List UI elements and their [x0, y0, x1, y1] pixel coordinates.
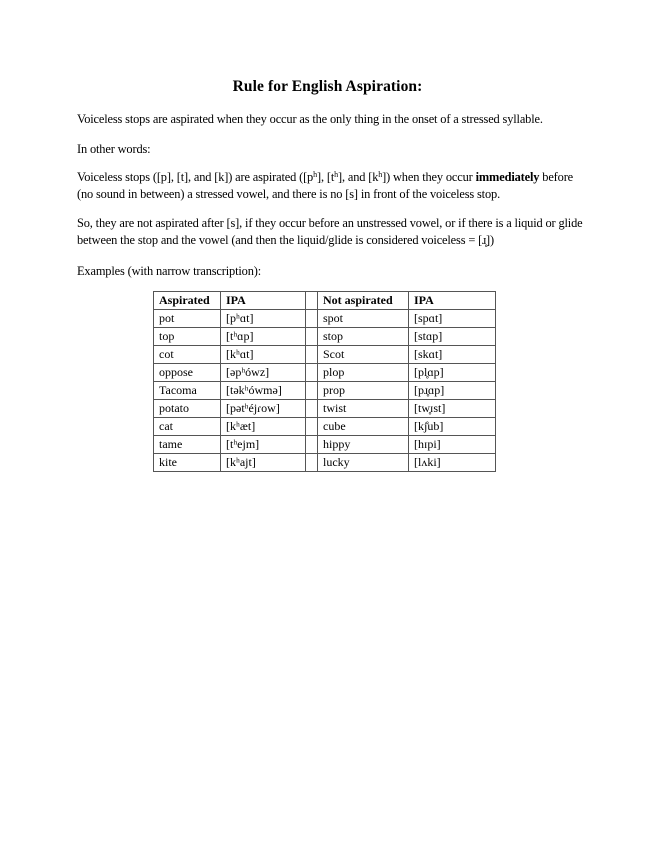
spacer-cell	[306, 382, 318, 400]
aspirated-ipa: [əpʰówz]	[221, 364, 306, 382]
aspirated-word: potato	[154, 400, 221, 418]
aspiration-explanation	[77, 169, 587, 203]
unaspirated-ipa: [pl̥ɑp]	[409, 364, 496, 382]
aspiration-superscript: h	[313, 170, 317, 179]
table-row	[154, 454, 496, 472]
spacer-cell	[306, 436, 318, 454]
table-row	[154, 400, 496, 418]
unaspirated-ipa: [pɹ̥ɑp]	[409, 382, 496, 400]
unaspirated-word: stop	[318, 328, 409, 346]
table-row	[154, 364, 496, 382]
aspiration-superscript: h	[378, 170, 383, 179]
table-row	[154, 382, 496, 400]
unaspirated-word: twist	[318, 400, 409, 418]
aspirated-word: pot	[154, 310, 221, 328]
aspirated-word: top	[154, 328, 221, 346]
aspirated-ipa: [tʰejm]	[221, 436, 306, 454]
in-other-words-text: In other words:	[77, 142, 151, 156]
unaspirated-ipa: [hɪpi]	[409, 436, 496, 454]
aspiration-superscript: h	[334, 170, 338, 179]
aspirated-word: cat	[154, 418, 221, 436]
table-row	[154, 346, 496, 364]
header-ipa-left: IPA	[221, 292, 306, 310]
explanation-text: ], and [k	[337, 170, 379, 184]
aspirated-word: kite	[154, 454, 221, 472]
unaspirated-word: cube	[318, 418, 409, 436]
spacer-cell	[306, 328, 318, 346]
unaspirated-word: plop	[318, 364, 409, 382]
unaspirated-ipa: [tw̥ɪst]	[409, 400, 496, 418]
explanation-text: before (no sound in between) a stressed vowel, and there is no [s] in front of the voiceless stop.	[77, 170, 574, 201]
table-header-row	[154, 292, 496, 310]
unaspirated-word: hippy	[318, 436, 409, 454]
explanation-text: ]) when they occur	[382, 170, 476, 184]
table-row	[154, 310, 496, 328]
spacer-cell	[306, 310, 318, 328]
aspirated-word: cot	[154, 346, 221, 364]
aspirated-word: Tacoma	[154, 382, 221, 400]
aspirated-ipa: [pətʰéjɾow]	[221, 400, 306, 418]
spacer-cell	[306, 400, 318, 418]
header-ipa-right: IPA	[409, 292, 496, 310]
spacer-cell	[306, 454, 318, 472]
document-title: Rule for English Aspiration:	[232, 78, 423, 95]
header-aspirated: Aspirated	[154, 292, 221, 310]
examples-intro: Examples (with narrow transcription):	[77, 264, 262, 278]
non-aspiration-explanation: So, they are not aspirated after [s], if they occur before an unstressed vowel, or if there is a liquid or glide between the stop and the vowel (and then the liquid/glide is considered voiceless = [ɹ̥])	[77, 216, 583, 247]
rule-statement: Voiceless stops are aspirated when they occur as the only thing in the onset of a stressed syllable.	[77, 112, 543, 126]
aspirated-ipa: [təkʰówmə]	[221, 382, 306, 400]
spacer-cell	[306, 346, 318, 364]
aspirated-ipa: [kʰɑt]	[221, 346, 306, 364]
table-row	[154, 436, 496, 454]
unaspirated-word: spot	[318, 310, 409, 328]
emphasis-immediately: immediately	[475, 170, 540, 184]
examples-table	[153, 291, 496, 472]
aspirated-word: tame	[154, 436, 221, 454]
unaspirated-ipa: [lʌki]	[409, 454, 496, 472]
aspirated-ipa: [kʰæt]	[221, 418, 306, 436]
aspirated-word: oppose	[154, 364, 221, 382]
unaspirated-word: lucky	[318, 454, 409, 472]
header-not-aspirated: Not aspirated	[318, 292, 409, 310]
aspirated-ipa: [kʰajt]	[221, 454, 306, 472]
unaspirated-ipa: [spɑt]	[409, 310, 496, 328]
explanation-text: Voiceless stops ([p], [t], and [k]) are aspirated ([p	[77, 170, 314, 184]
unaspirated-word: prop	[318, 382, 409, 400]
unaspirated-ipa: [skɑt]	[409, 346, 496, 364]
aspirated-ipa: [tʰɑp]	[221, 328, 306, 346]
spacer-cell	[306, 292, 318, 310]
unaspirated-word: Scot	[318, 346, 409, 364]
unaspirated-ipa: [kj̊ub]	[409, 418, 496, 436]
aspirated-ipa: [pʰɑt]	[221, 310, 306, 328]
spacer-cell	[306, 418, 318, 436]
spacer-cell	[306, 364, 318, 382]
explanation-text: ], [t	[316, 170, 335, 184]
unaspirated-ipa: [stɑp]	[409, 328, 496, 346]
table-row	[154, 328, 496, 346]
table-row	[154, 418, 496, 436]
